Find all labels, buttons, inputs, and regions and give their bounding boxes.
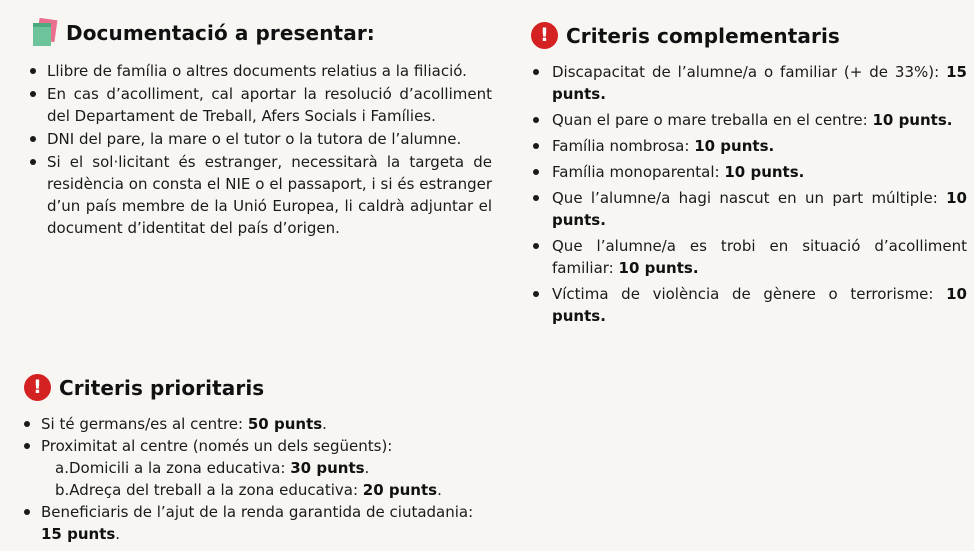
- list-item: Família monoparental: 10 punts.: [531, 161, 967, 183]
- list-item: Que l’alumne/a es trobi en situació d’acolliment familiar: 10 punts.: [531, 235, 967, 279]
- points-value: 10 punts: [618, 259, 693, 277]
- list-item: Si té germans/es al centre: 50 punts.: [24, 413, 494, 435]
- proximity-sublist: [41, 457, 494, 501]
- priority-list: [24, 413, 494, 545]
- complementary-criteria-section: [531, 22, 967, 331]
- list-item: En cas d’acolliment, cal aportar la resolució d’acolliment del Departament de Treball, Afers Socials i Famílies.: [30, 83, 492, 127]
- list-item: Beneficiaris de l’ajut de la renda garantida de ciutadania: 15 punts.: [24, 501, 494, 545]
- alert-icon: !: [531, 22, 558, 49]
- priority-criteria-section: [24, 374, 494, 545]
- points-value: 30 punts: [290, 459, 365, 477]
- points-value: 10 punts: [872, 111, 947, 129]
- document-icon: [30, 18, 58, 48]
- priority-heading: [24, 374, 494, 401]
- sub-list-item: b.Adreça del treball a la zona educativa: 20 punts.: [55, 481, 442, 499]
- points-value: 15 punts: [552, 63, 967, 103]
- list-item: Si el sol·licitant és estranger, necessitarà la targeta de residència on consta el NIE o el passaport, i si és estranger d’un país membre de la Unió Europea, li caldrà adjuntar el document d’identitat del país d’origen.: [30, 151, 492, 239]
- documentation-heading: [30, 18, 492, 48]
- points-value: 10 punts: [552, 285, 967, 325]
- list-item: Família nombrosa: 10 punts.: [531, 135, 967, 157]
- points-value: 20 punts: [362, 481, 438, 499]
- sub-list-item: a.Domicili a la zona educativa: 30 punts.: [55, 459, 370, 477]
- documentation-title: Documentació a presentar:: [66, 21, 375, 45]
- complementary-list: [531, 61, 967, 327]
- points-value: 15 punts: [41, 525, 116, 543]
- list-item: Víctima de violència de gènere o terrorisme: 10 punts.: [531, 283, 967, 327]
- list-item: DNI del pare, la mare o el tutor o la tutora de l’alumne.: [30, 128, 492, 150]
- points-value: 10 punts: [552, 189, 967, 229]
- list-item: Proximitat al centre (només un dels següents): a.Domicili a la zona educativa: 30 punts. b.Adreça del treball a la zona educativa: 20 punts.: [24, 435, 494, 501]
- list-item: Que l’alumne/a hagi nascut en un part múltiple: 10 punts.: [531, 187, 967, 231]
- points-value: 10 punts: [724, 163, 799, 181]
- list-item: Llibre de família o altres documents relatius a la filiació.: [30, 60, 492, 82]
- points-value: 50 punts: [247, 415, 323, 433]
- points-value: 10 punts: [694, 137, 769, 155]
- list-item: Discapacitat de l’alumne/a o familiar (+ de 33%): 15 punts.: [531, 61, 967, 105]
- documentation-list: [30, 60, 492, 239]
- complementary-title: Criteris complementaris: [566, 23, 840, 48]
- documentation-section: [30, 18, 492, 240]
- priority-title: Criteris prioritaris: [59, 375, 265, 400]
- list-item: Quan el pare o mare treballa en el centre: 10 punts.: [531, 109, 967, 131]
- alert-icon: !: [24, 374, 51, 401]
- complementary-heading: [531, 22, 967, 49]
